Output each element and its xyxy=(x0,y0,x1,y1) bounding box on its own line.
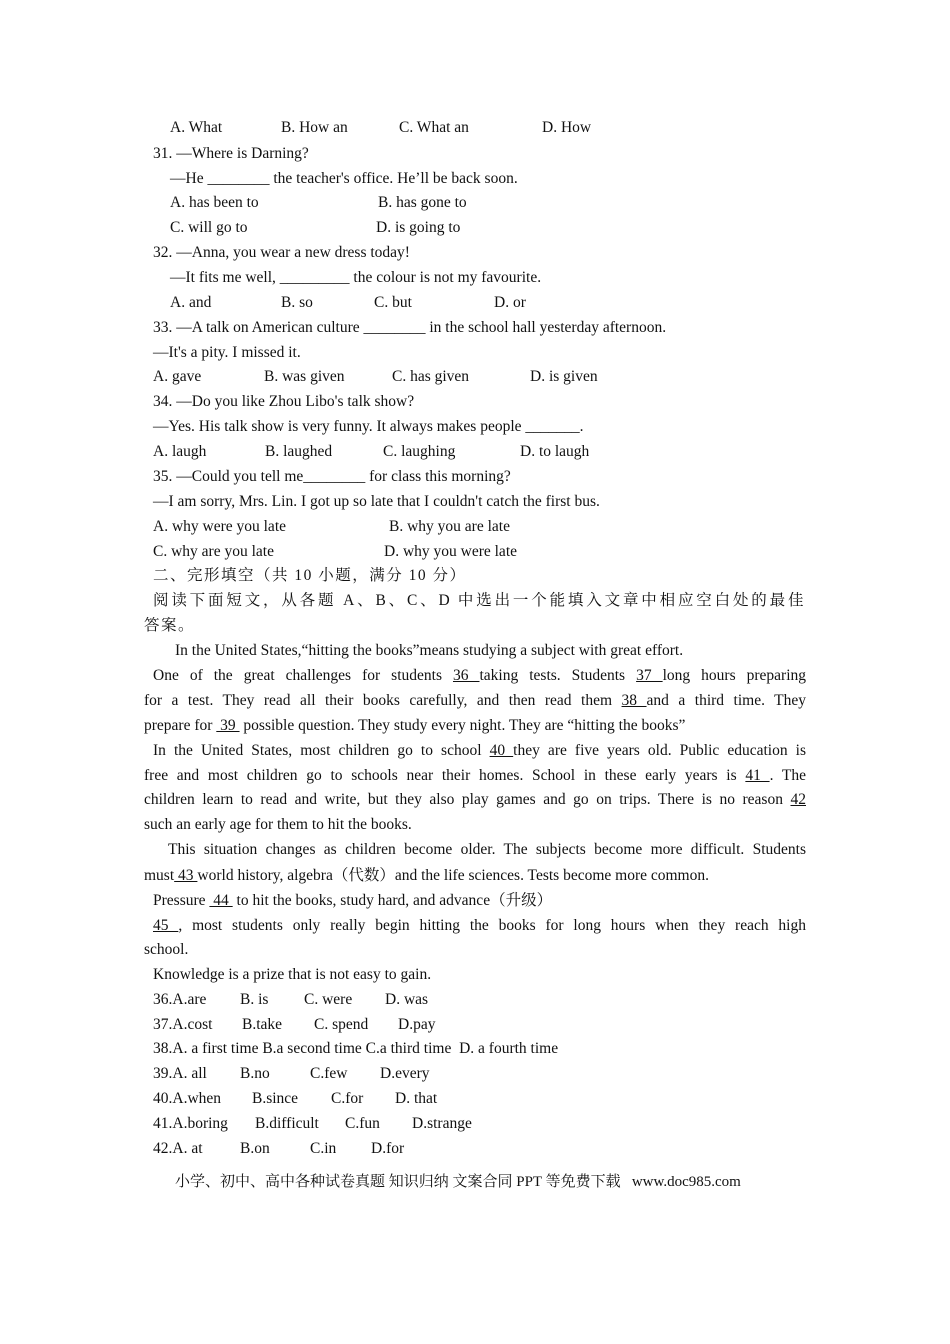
q35-option-d: D. why you were late xyxy=(384,543,517,560)
passage-line: 45 , most students only really begin hitting the books for long hours when they reach high xyxy=(153,917,806,934)
q35-option-c: C. why are you late xyxy=(153,543,274,560)
q34-option-a: A. laugh xyxy=(153,443,207,460)
answer-37-d: D.pay xyxy=(398,1016,436,1033)
page-footer: 小学、初中、高中各种试卷真题 知识归纳 文案合同 PPT 等免费下载 www.doc985.com xyxy=(175,1174,741,1190)
q30-option-a: A. What xyxy=(170,119,223,136)
answer-37-c: C. spend xyxy=(314,1016,369,1033)
answer-42-d: D.for xyxy=(371,1140,405,1157)
answer-36-b: B. is xyxy=(240,991,269,1008)
q30-option-c: C. What an xyxy=(399,119,469,136)
answer-40: 40.A.when xyxy=(153,1090,222,1107)
answer-36: 36.A.are xyxy=(153,991,207,1008)
answer-37-b: B.take xyxy=(242,1016,283,1033)
answer-41-b: B.difficult xyxy=(255,1115,319,1132)
q31-option-d: D. is going to xyxy=(376,219,461,236)
q33-option-b: B. was given xyxy=(264,368,345,385)
passage-line: One of the great challenges for students 36 taking tests. Students 37 long hours preparing xyxy=(153,667,807,684)
passage-line: Knowledge is a prize that is not easy to gain. xyxy=(153,966,432,983)
answer-40-c: C.for xyxy=(331,1090,364,1107)
answer-41-d: D.strange xyxy=(412,1115,472,1132)
passage-line: school. xyxy=(144,941,189,958)
q34-option-d: D. to laugh xyxy=(520,443,590,460)
answer-41: 41.A.boring xyxy=(153,1115,228,1132)
answer-38: 38.A. a first time B.a second time C.a third time D. a fourth time xyxy=(153,1040,559,1057)
passage-line: such an early age for them to hit the books. xyxy=(144,816,412,833)
q33-option-a: A. gave xyxy=(153,368,202,385)
answer-39-b: B.no xyxy=(240,1065,270,1082)
section-instruction: 阅读下面短文，从各题 A、B、C、D 中选出一个能填入文章中相应空白处的最佳 xyxy=(153,592,805,609)
answer-41-c: C.fun xyxy=(345,1115,380,1132)
q35-reply: —I am sorry, Mrs. Lin. I got up so late that I couldn't catch the first bus. xyxy=(153,493,600,510)
blank-37: 37 xyxy=(636,667,663,684)
q34-option-c: C. laughing xyxy=(383,443,456,460)
blank-41: 41 xyxy=(745,767,770,784)
answer-42: 42.A. at xyxy=(153,1140,203,1157)
blank-45: 45 xyxy=(153,917,179,934)
blank-40: 40 xyxy=(489,742,514,759)
q34-question: 34. —Do you like Zhou Libo's talk show? xyxy=(153,393,415,410)
q35-option-b: B. why you are late xyxy=(389,518,510,535)
answer-42-c: C.in xyxy=(310,1140,337,1157)
answer-40-d: D. that xyxy=(395,1090,438,1107)
q33-question: 33. —A talk on American culture ________ in the school hall yesterday afternoon. xyxy=(153,319,667,336)
answer-36-c: C. were xyxy=(304,991,353,1008)
q30-option-d: D. How xyxy=(542,119,592,136)
passage-line: free and most children go to schools near their homes. School in these early years is 41 . The xyxy=(144,767,806,784)
q31-option-c: C. will go to xyxy=(170,219,248,236)
blank-42: 42 xyxy=(790,791,806,808)
blank-36: 36 xyxy=(452,667,480,684)
blank-44: 44 xyxy=(209,892,233,909)
passage-line: for a test. They read all their books carefully, and then read them 38 and a third time. They xyxy=(144,692,807,709)
answer-40-b: B.since xyxy=(252,1090,299,1107)
q31-option-b: B. has gone to xyxy=(378,194,467,211)
answer-39-c: C.few xyxy=(310,1065,348,1082)
q32-option-d: D. or xyxy=(494,294,526,311)
q33-option-c: C. has given xyxy=(392,368,470,385)
answer-37: 37.A.cost xyxy=(153,1016,213,1033)
q34-reply: —Yes. His talk show is very funny. It always makes people _______. xyxy=(153,418,584,435)
q33-option-d: D. is given xyxy=(530,368,598,385)
passage-line: children learn to read and write, but they also play games and go on trips. There is no reason 42 xyxy=(144,791,806,808)
answer-39: 39.A. all xyxy=(153,1065,207,1082)
passage-line: prepare for 39 possible question. They study every night. They are “hitting the books” xyxy=(144,717,686,734)
q32-option-b: B. so xyxy=(281,294,313,311)
passage-line: In the United States,“hitting the books”means studying a subject with great effort. xyxy=(175,642,684,659)
blank-38: 38 xyxy=(621,692,647,709)
q31-option-a: A. has been to xyxy=(170,194,259,211)
section-title: 二、完形填空（共 10 小题，满分 10 分） xyxy=(153,567,467,584)
q31-question: 31. —Where is Darning? xyxy=(153,145,309,162)
blank-39: 39 xyxy=(216,717,240,734)
answer-39-d: D.every xyxy=(380,1065,430,1082)
q35-option-a: A. why were you late xyxy=(153,518,286,535)
q31-reply: —He ________ the teacher's office. He’ll be back soon. xyxy=(170,170,518,187)
blank-43: 43 xyxy=(174,867,198,884)
passage-line: In the United States, most children go to school 40 they are five years old. Public education is xyxy=(153,742,807,759)
passage-line: This situation changes as children become older. The subjects become more difficult. Students xyxy=(168,841,806,858)
passage-line: Pressure 44 to hit the books, study hard, and advance（升级） xyxy=(153,892,553,909)
section-instruction-end: 答案。 xyxy=(144,617,196,634)
q32-question: 32. —Anna, you wear a new dress today! xyxy=(153,244,410,261)
q30-option-b: B. How an xyxy=(281,119,348,136)
q35-question: 35. —Could you tell me________ for class this morning? xyxy=(153,468,511,485)
answer-36-d: D. was xyxy=(385,991,429,1008)
passage-line: must 43 world history, algebra（代数）and the life sciences. Tests become more common. xyxy=(144,867,709,884)
q32-option-a: A. and xyxy=(170,294,212,311)
q32-reply: —It fits me well, _________ the colour is not my favourite. xyxy=(170,269,542,286)
q33-reply: —It's a pity. I missed it. xyxy=(153,344,301,361)
q34-option-b: B. laughed xyxy=(265,443,333,460)
q32-option-c: C. but xyxy=(374,294,412,311)
answer-42-b: B.on xyxy=(240,1140,270,1157)
